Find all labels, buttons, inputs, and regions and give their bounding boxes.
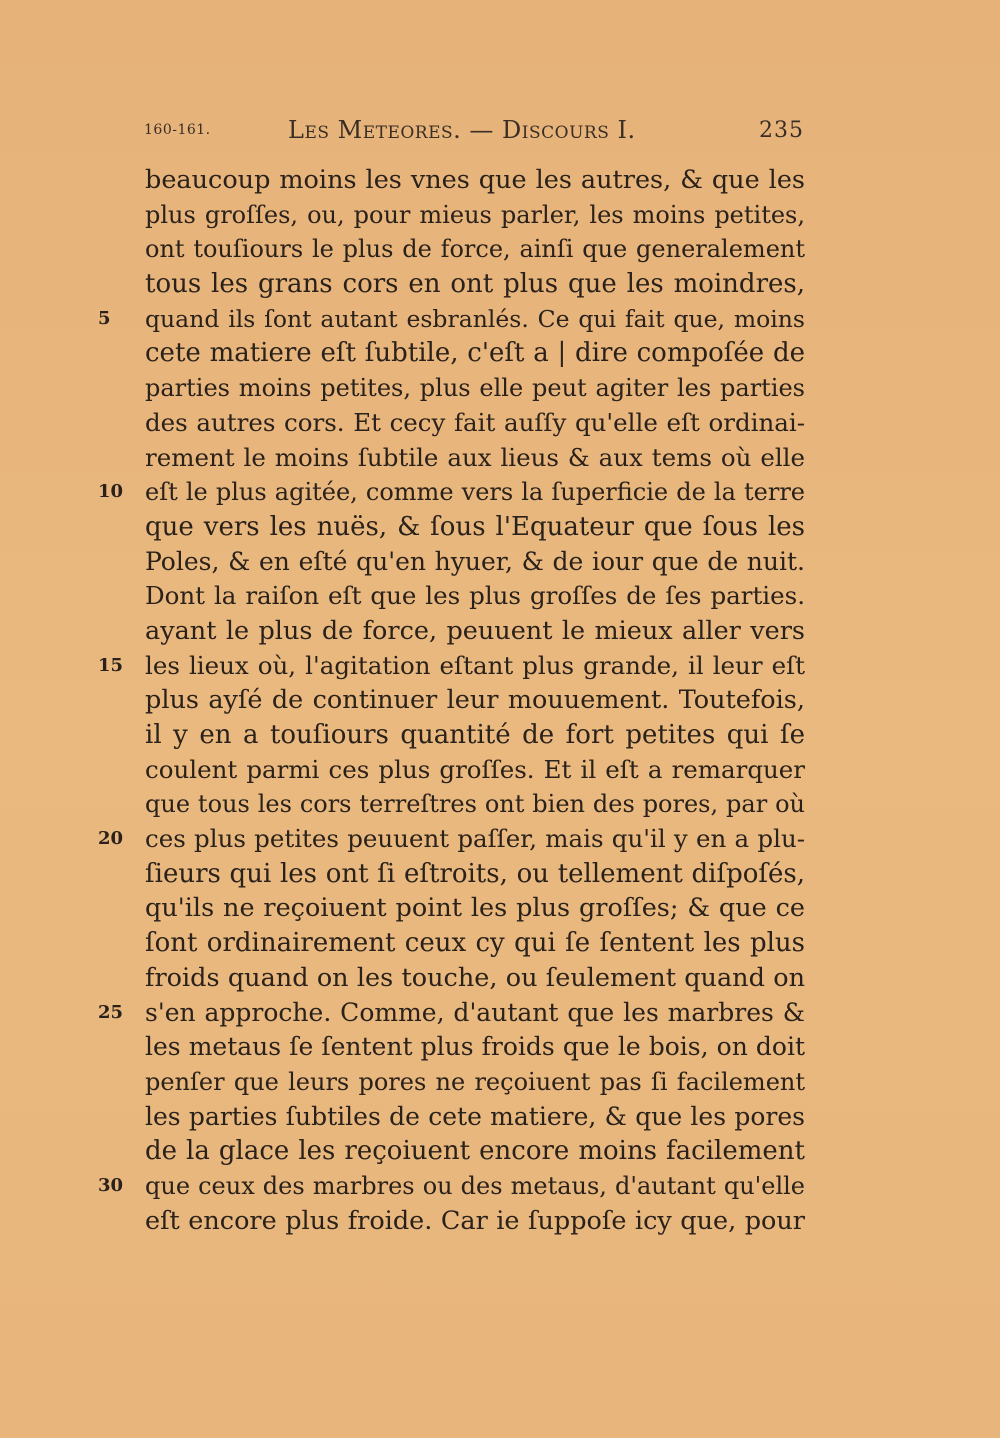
text-line xyxy=(0,545,1000,580)
text-line xyxy=(0,1204,1000,1239)
line-text: plus ayſé de continuer leur mouuement. Toutefois, xyxy=(145,685,805,716)
line-text: qu'ils ne reçoiuent point les plus groſſes; & que ce xyxy=(145,893,805,924)
line-text: tous les grans cors en ont plus que les moindres, xyxy=(145,269,805,300)
line-text: ont touſiours le plus de force, ainſi que generalement xyxy=(145,235,805,264)
text-line xyxy=(0,891,1000,926)
running-header xyxy=(144,116,804,148)
text-line xyxy=(0,822,1000,857)
text-line xyxy=(0,753,1000,788)
running-title: Les Meteores. — Discours I. xyxy=(288,116,636,144)
line-text: il y en a touſiours quantité de fort petites qui ſe xyxy=(145,720,805,750)
line-text: cete matiere eſt ſubtile, c'eſt a | dire compoſée de xyxy=(145,338,805,369)
line-text: des autres cors. Et cecy fait auſſy qu'elle eſt ordinai- xyxy=(145,407,805,437)
page-number: 235 xyxy=(759,118,804,143)
text-line xyxy=(0,961,1000,996)
text-line xyxy=(0,232,1000,267)
text-line xyxy=(0,302,1000,337)
text-line xyxy=(0,683,1000,718)
text-line xyxy=(0,510,1000,545)
text-line xyxy=(0,1030,1000,1065)
line-text: rement le moins ſubtile aux lieus & aux tems où elle xyxy=(145,442,805,472)
line-text: que vers les nuës, & ſous l'Equateur que ſous les xyxy=(145,511,805,542)
line-text: que ceux des marbres ou des metaus, d'autant qu'elle xyxy=(145,1171,805,1200)
line-text: s'en approche. Comme, d'autant que les marbres & xyxy=(145,997,805,1027)
text-line xyxy=(0,926,1000,961)
line-number: 15 xyxy=(98,654,124,676)
line-text: plus groſſes, ou, pour mieus parler, les moins petites, xyxy=(145,200,805,229)
text-line xyxy=(0,787,1000,822)
line-text: ces plus petites peuuent paſſer, mais qu'il y en a plu- xyxy=(145,824,805,854)
text-line xyxy=(0,406,1000,441)
text-line xyxy=(0,1134,1000,1169)
line-text: beaucoup moins les vnes que les autres, & que les xyxy=(145,165,805,195)
line-text: Dont la raiſon eſt que les plus groſſes de ſes parties. xyxy=(145,581,805,611)
line-text: Poles, & en eſté qu'en hyuer, & de iour que de nuit. xyxy=(145,546,805,576)
line-number: 20 xyxy=(98,828,124,850)
text-line xyxy=(0,1100,1000,1135)
text-line xyxy=(0,198,1000,233)
body-text xyxy=(0,163,1000,1238)
text-line xyxy=(0,441,1000,476)
line-text: ſieurs qui les ont ſi eſtroits, ou tellement diſpoſés, xyxy=(145,858,805,889)
line-number: 30 xyxy=(98,1174,124,1196)
text-line xyxy=(0,649,1000,684)
text-line xyxy=(0,336,1000,371)
text-line xyxy=(0,579,1000,614)
line-text: eſt encore plus froide. Car ie ſuppoſe icy que, pour xyxy=(145,1205,805,1236)
line-text: les parties ſubtiles de cete matiere, & que les pores xyxy=(145,1101,805,1131)
text-line xyxy=(0,614,1000,649)
text-line xyxy=(0,1065,1000,1100)
line-text: ſont ordinairement ceux cy qui ſe ſentent les plus xyxy=(145,928,805,959)
text-line xyxy=(0,718,1000,753)
line-text: les metaus ſe ſentent plus froids que le bois, on doit xyxy=(145,1032,805,1062)
line-text: les lieux où, l'agitation eſtant plus grande, il leur eſt xyxy=(145,650,805,680)
text-line xyxy=(0,475,1000,510)
line-number: 10 xyxy=(98,481,124,503)
text-line xyxy=(0,163,1000,198)
line-text: quand ils ſont autant esbranlés. Ce qui fait que, moins xyxy=(145,304,805,333)
line-text: parties moins petites, plus elle peut agiter les parties xyxy=(145,374,805,403)
text-line xyxy=(0,371,1000,406)
text-line xyxy=(0,1169,1000,1204)
line-number: 5 xyxy=(98,307,111,329)
line-text: penſer que leurs pores ne reçoiuent pas ſi facilement xyxy=(145,1067,805,1096)
line-number: 25 xyxy=(98,1001,124,1023)
text-line xyxy=(0,996,1000,1031)
line-text: eſt le plus agitée, comme vers la ſuperficie de la terre xyxy=(145,478,805,507)
page-range: 160-161. xyxy=(144,122,211,138)
line-text: de la glace les reçoiuent encore moins facilement xyxy=(145,1136,805,1167)
text-line xyxy=(0,857,1000,892)
line-text: ayant le plus de force, peuuent le mieux aller vers xyxy=(145,615,805,646)
line-text: coulent parmi ces plus groſſes. Et il eſt a remarquer xyxy=(145,754,805,784)
line-text: que tous les cors terreſtres ont bien des pores, par où xyxy=(145,790,805,819)
text-line xyxy=(0,267,1000,302)
line-text: froids quand on les touche, ou ſeulement quand on xyxy=(145,962,805,993)
